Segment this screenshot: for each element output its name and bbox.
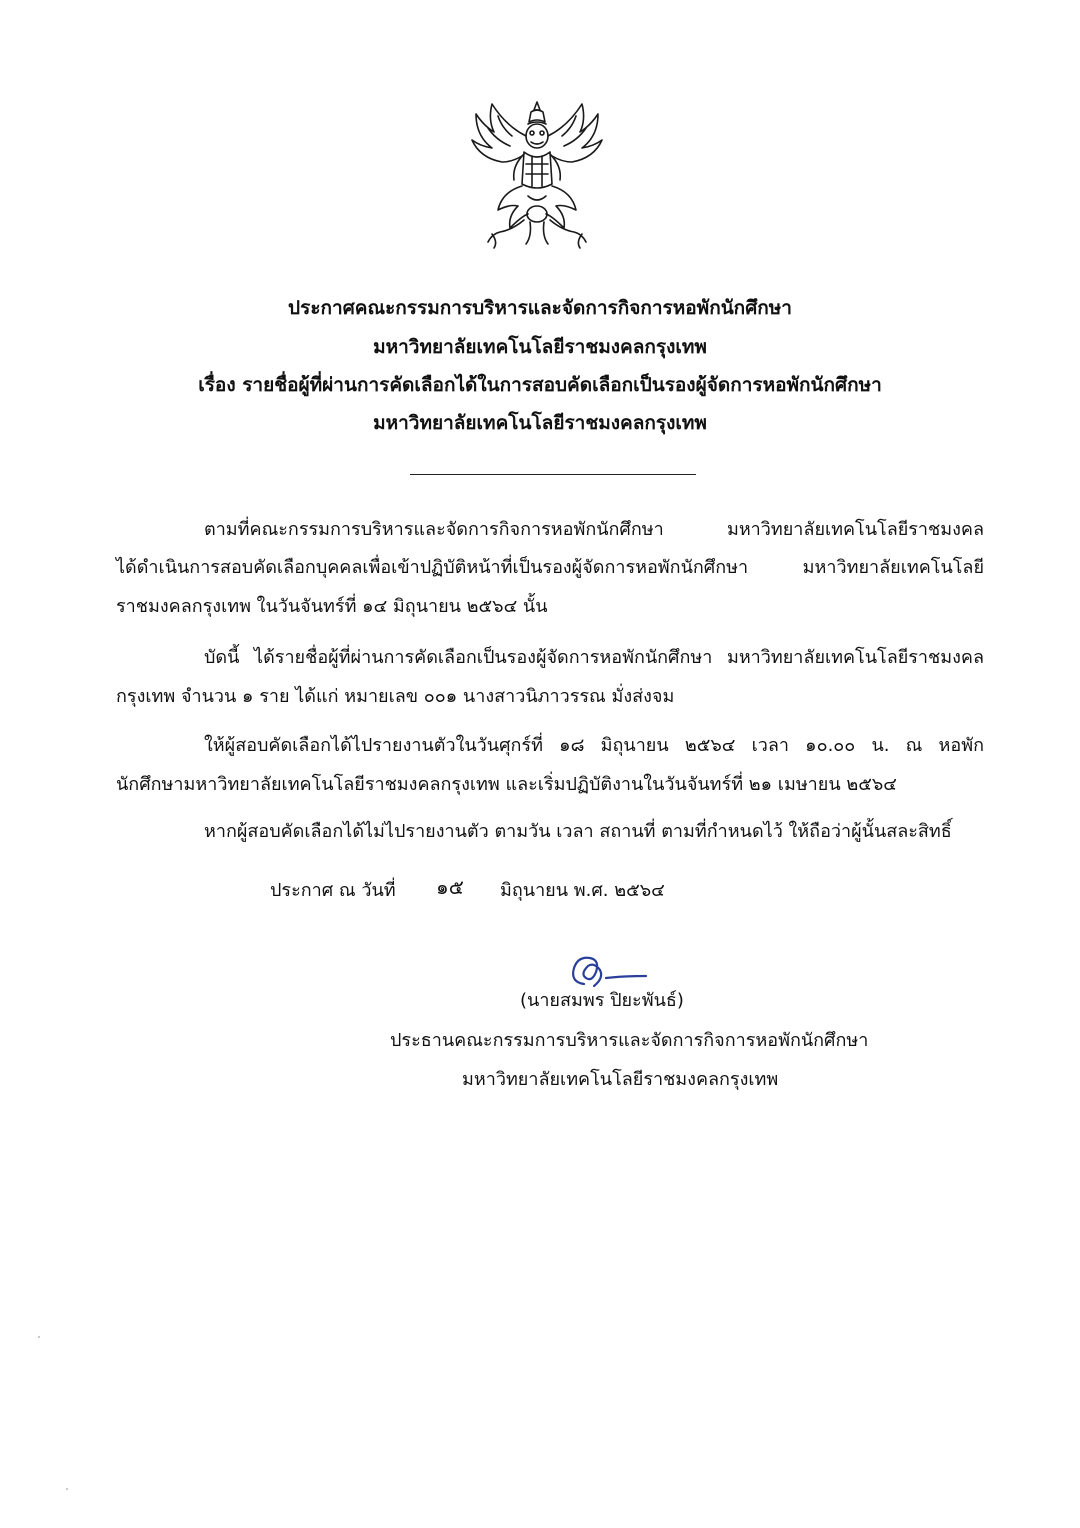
paragraph-3-line-2: นักศึกษามหาวิทยาลัยเทคโนโลยีราชมงคลกรุงเทพ และเริ่มปฏิบัติงานในวันจันทร์ที่ ๒๑ เมษายน ๒๕๖๔ [116,774,897,795]
announce-day: ๑๕ [436,875,464,899]
handwritten-signature-icon [566,948,656,996]
paragraph-1-line-1: ตามที่คณะกรรมการบริหารและจัดการกิจการหอพักนักศึกษา มหาวิทยาลัยเทคโนโลยีราชมงคล [204,519,984,540]
document-header [100,298,980,438]
header-title-line-4: มหาวิทยาลัยเทคโนโลยีราชมงคลกรุงเทพ [373,412,707,434]
garuda-emblem-icon [462,96,612,256]
scan-speck [66,1488,68,1490]
header-title-line-2: มหาวิทยาลัยเทคโนโลยีราชมงคลกรุงเทพ [373,336,707,358]
paragraph-3-line-1: ให้ผู้สอบคัดเลือกได้ไปรายงานตัวในวันศุกร์ที่ ๑๘ มิถุนายน ๒๕๖๔ เวลา ๑๐.๐๐ น. ณ หอพัก [204,735,984,756]
header-title-line-1: ประกาศคณะกรรมการบริหารและจัดการกิจการหอพักนักศึกษา [288,297,792,319]
signatory-position-line-1: ประธานคณะกรรมการบริหารและจัดการกิจการหอพักนักศึกษา [390,1030,869,1051]
scan-speck [38,1336,40,1338]
paragraph-2-line-1: บัดนี้ ได้รายชื่อผู้ที่ผ่านการคัดเลือกเป็นรองผู้จัดการหอพักนักศึกษา มหาวิทยาลัยเทคโนโลยีราชมงคล [204,647,984,668]
paragraph-1-line-3: ราชมงคลกรุงเทพ ในวันจันทร์ที่ ๑๔ มิถุนายน ๒๕๖๔ นั้น [116,596,548,617]
paragraph-2-line-2: กรุงเทพ จำนวน ๑ ราย ได้แก่ หมายเลข ๐๐๑ นางสาวนิภาวรรณ มั่งส่งจม [116,686,675,707]
signatory-position-line-2: มหาวิทยาลัยเทคโนโลยีราชมงคลกรุงเทพ [462,1069,779,1090]
paragraph-4: หากผู้สอบคัดเลือกได้ไม่ไปรายงานตัว ตามวัน เวลา สถานที่ ตามที่กำหนดไว้ ให้ถือว่าผู้นั้นสละสิทธิ์ [204,821,952,842]
announce-month-year: มิถุนายน พ.ศ. ๒๕๖๔ [500,880,665,901]
paragraph-1-line-2: ได้ดำเนินการสอบคัดเลือกบุคคลเพื่อเข้าปฏิบัติหน้าที่เป็นรองผู้จัดการหอพักนักศึกษา มหาวิทยาลัยเทคโนโลยี [116,557,984,578]
signatory-name: (นายสมพร ปิยะพันธ์) [520,990,684,1011]
header-subject-line: เรื่อง รายชื่อผู้ที่ผ่านการคัดเลือกได้ในการสอบคัดเลือกเป็นรองผู้จัดการหอพักนักศึกษา [198,374,882,396]
header-divider [410,474,696,475]
announce-label: ประกาศ ณ วันที่ [270,880,396,901]
